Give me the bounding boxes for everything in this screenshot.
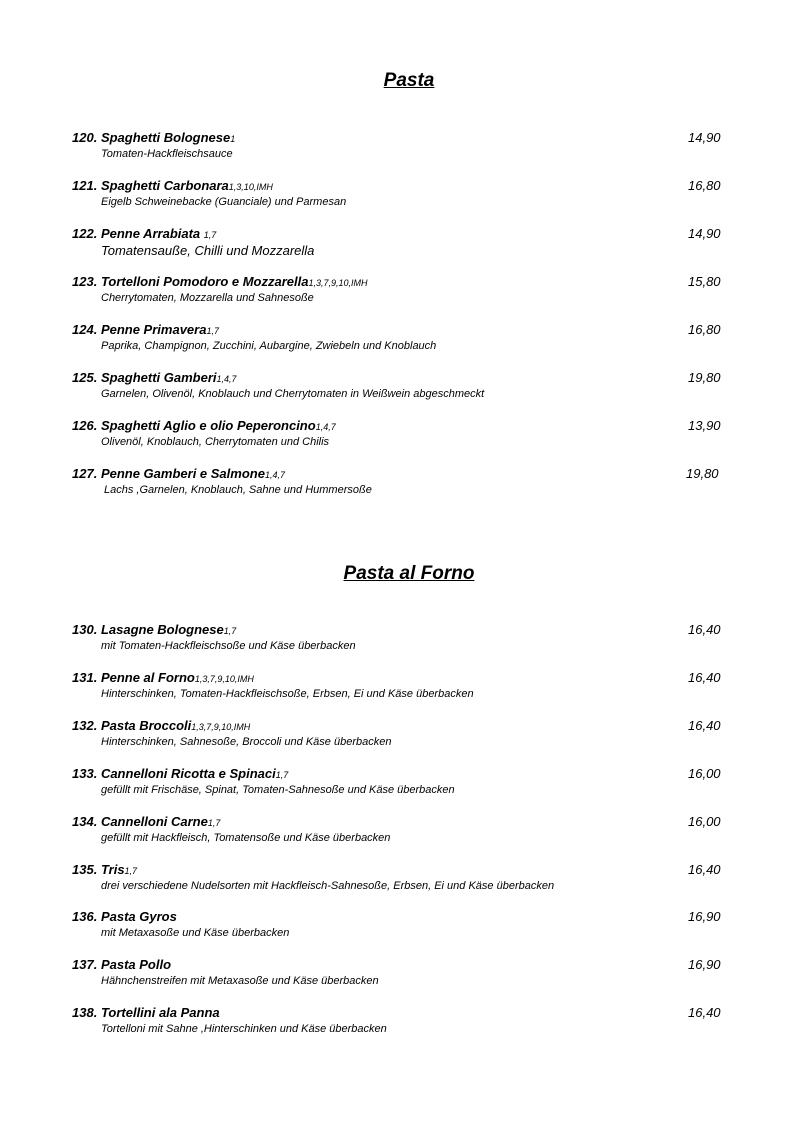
menu-item	[72, 956, 732, 988]
item-name: Penne Arrabiata	[100, 226, 204, 241]
menu-item-title-line	[72, 465, 732, 483]
item-description: Tortelloni mit Sahne ,Hinterschinken und Käse überbacken	[101, 1023, 387, 1035]
item-number: 124.	[72, 322, 98, 337]
item-price: 16,90	[688, 909, 721, 924]
item-allergens: 1,3,7,9,10,IMH	[308, 278, 368, 288]
menu-item	[72, 813, 732, 845]
menu-item	[72, 669, 732, 701]
item-number: 120.	[72, 130, 98, 145]
item-name: Cannelloni Ricotta e Spinaci	[100, 766, 276, 781]
item-description: mit Metaxasoße und Käse überbacken	[101, 927, 290, 939]
item-number: 126.	[72, 418, 98, 433]
item-name: Spaghetti Bolognese	[100, 130, 231, 145]
item-allergens: 1,4,7	[264, 470, 285, 480]
item-number: 130.	[72, 622, 98, 637]
item-description: Olivenöl, Knoblauch, Cherrytomaten und Chilis	[101, 436, 330, 448]
item-price: 16,40	[688, 622, 721, 637]
item-number: 127.	[72, 466, 98, 481]
item-allergens: 1,3,7,9,10,IMH	[191, 722, 251, 732]
menu-item-title-line	[72, 321, 732, 339]
item-allergens: 1,4,7	[315, 422, 336, 432]
item-name: Tortelloni Pomodoro e Mozzarella	[100, 274, 309, 289]
item-description: Tomaten-Hackfleischsauce	[101, 148, 233, 160]
item-price: 14,90	[688, 226, 721, 241]
item-number: 121.	[72, 178, 98, 193]
item-number: 125.	[72, 370, 98, 385]
item-description: Hinterschinken, Sahnesoße, Broccoli und Käse überbacken	[101, 736, 392, 748]
menu-item-title-line	[72, 129, 732, 147]
item-name: Spaghetti Aglio e olio Peperoncino	[100, 418, 316, 433]
item-allergens: 1,7	[207, 818, 221, 828]
menu-item-title-line	[72, 621, 732, 639]
item-allergens: 1,7	[275, 770, 289, 780]
item-number: 123.	[72, 274, 98, 289]
item-number: 122.	[72, 226, 98, 241]
item-number: 134.	[72, 814, 98, 829]
menu-item	[72, 465, 732, 497]
menu-item-title-line	[72, 813, 732, 831]
menu-item-title-line	[72, 717, 732, 735]
menu-item	[72, 908, 732, 940]
item-name: Spaghetti Gamberi	[100, 370, 217, 385]
menu-item	[72, 225, 732, 259]
item-price: 16,40	[688, 1005, 721, 1020]
menu-item-title-line	[72, 669, 732, 687]
item-description: Lachs ,Garnelen, Knoblauch, Sahne und Hummersoße	[104, 484, 372, 496]
item-name: Penne Primavera	[100, 322, 207, 337]
item-name: Penne Gamberi e Salmone	[100, 466, 265, 481]
item-name: Pasta Gyros	[100, 909, 177, 924]
item-number: 133.	[72, 766, 98, 781]
menu-item-title-line	[72, 417, 732, 435]
menu-item	[72, 765, 732, 797]
item-price: 16,40	[688, 718, 721, 733]
section-heading-pasta-al-forno: Pasta al Forno	[343, 563, 475, 584]
item-number: 132.	[72, 718, 98, 733]
item-description: Hähnchenstreifen mit Metaxasoße und Käse überbacken	[101, 975, 379, 987]
item-price: 16,00	[688, 814, 721, 829]
item-allergens: 1,3,7,9,10,IMH	[194, 674, 254, 684]
menu-item-title-line	[72, 765, 732, 783]
item-allergens: 1,7	[124, 866, 138, 876]
menu-item-title-line	[72, 177, 732, 195]
item-allergens: 1,7	[206, 326, 219, 336]
item-price: 14,90	[688, 130, 721, 145]
menu-item-title-line	[72, 1004, 732, 1022]
item-name: Spaghetti Carbonara	[100, 178, 229, 193]
item-number: 138.	[72, 1005, 98, 1020]
item-price: 16,80	[688, 322, 721, 337]
item-allergens: 1,7	[223, 626, 237, 636]
menu-item-title-line	[72, 861, 732, 879]
menu-item-title-line	[72, 956, 732, 974]
item-price: 16,00	[688, 766, 721, 781]
item-allergens: 1,4,7	[216, 374, 237, 384]
menu-item-title-line	[72, 225, 732, 243]
menu-item-title-line	[72, 908, 732, 926]
menu-item	[72, 1004, 732, 1036]
item-name: Pasta Pollo	[100, 957, 172, 972]
item-name: Lasagne Bolognese	[100, 622, 224, 637]
menu-item	[72, 129, 732, 161]
menu-item	[72, 177, 732, 209]
item-description: Garnelen, Olivenöl, Knoblauch und Cherrytomaten in Weißwein abgeschmeckt	[101, 388, 485, 400]
menu-item	[72, 621, 732, 653]
item-name: Penne al Forno	[100, 670, 195, 685]
item-description: Hinterschinken, Tomaten-Hackfleischsoße, Erbsen, Ei und Käse überbacken	[101, 688, 474, 700]
item-price: 16,40	[688, 862, 721, 877]
menu-item	[72, 717, 732, 749]
item-number: 136.	[72, 909, 98, 924]
item-number: 137.	[72, 957, 98, 972]
item-name: Tris	[100, 862, 125, 877]
item-description: Cherrytomaten, Mozzarella und Sahnesoße	[101, 292, 314, 304]
item-allergens: 1,3,10,IMH	[228, 182, 273, 192]
item-description: mit Tomaten-Hackfleischsoße und Käse überbacken	[101, 640, 356, 652]
menu-item	[72, 417, 732, 449]
item-price: 13,90	[688, 418, 721, 433]
item-number: 131.	[72, 670, 98, 685]
menu-item-title-line	[72, 273, 732, 291]
item-price: 19,80	[686, 466, 719, 481]
item-name: Cannelloni Carne	[100, 814, 208, 829]
item-description: drei verschiedene Nudelsorten mit Hackfleisch-Sahnesoße, Erbsen, Ei und Käse überbacken	[101, 880, 555, 892]
item-number: 135.	[72, 862, 98, 877]
item-name: Pasta Broccoli	[100, 718, 192, 733]
menu-item	[72, 369, 732, 401]
item-price: 16,80	[688, 178, 721, 193]
item-description: Paprika, Champignon, Zucchini, Aubargine, Zwiebeln und Knoblauch	[101, 340, 437, 352]
item-price: 15,80	[688, 274, 721, 289]
item-price: 19,80	[688, 370, 721, 385]
menu-item	[72, 273, 732, 305]
menu-item	[72, 321, 732, 353]
item-description: gefüllt mit Frischäse, Spinat, Tomaten-Sahnesoße und Käse überbacken	[101, 784, 455, 796]
item-allergens: 1,7	[203, 230, 217, 240]
item-description: Tomatensauße, Chilli und Mozzarella	[101, 243, 315, 258]
section-heading-pasta: Pasta	[383, 70, 435, 91]
item-price: 16,90	[688, 957, 721, 972]
menu-item	[72, 861, 732, 893]
item-name: Tortellini ala Panna	[100, 1005, 220, 1020]
menu-item-title-line	[72, 369, 732, 387]
item-allergens: 1	[230, 134, 236, 144]
item-description: gefüllt mit Hackfleisch, Tomatensoße und Käse überbacken	[101, 832, 391, 844]
item-price: 16,40	[688, 670, 721, 685]
item-description: Eigelb Schweinebacke (Guanciale) und Parmesan	[101, 196, 347, 208]
